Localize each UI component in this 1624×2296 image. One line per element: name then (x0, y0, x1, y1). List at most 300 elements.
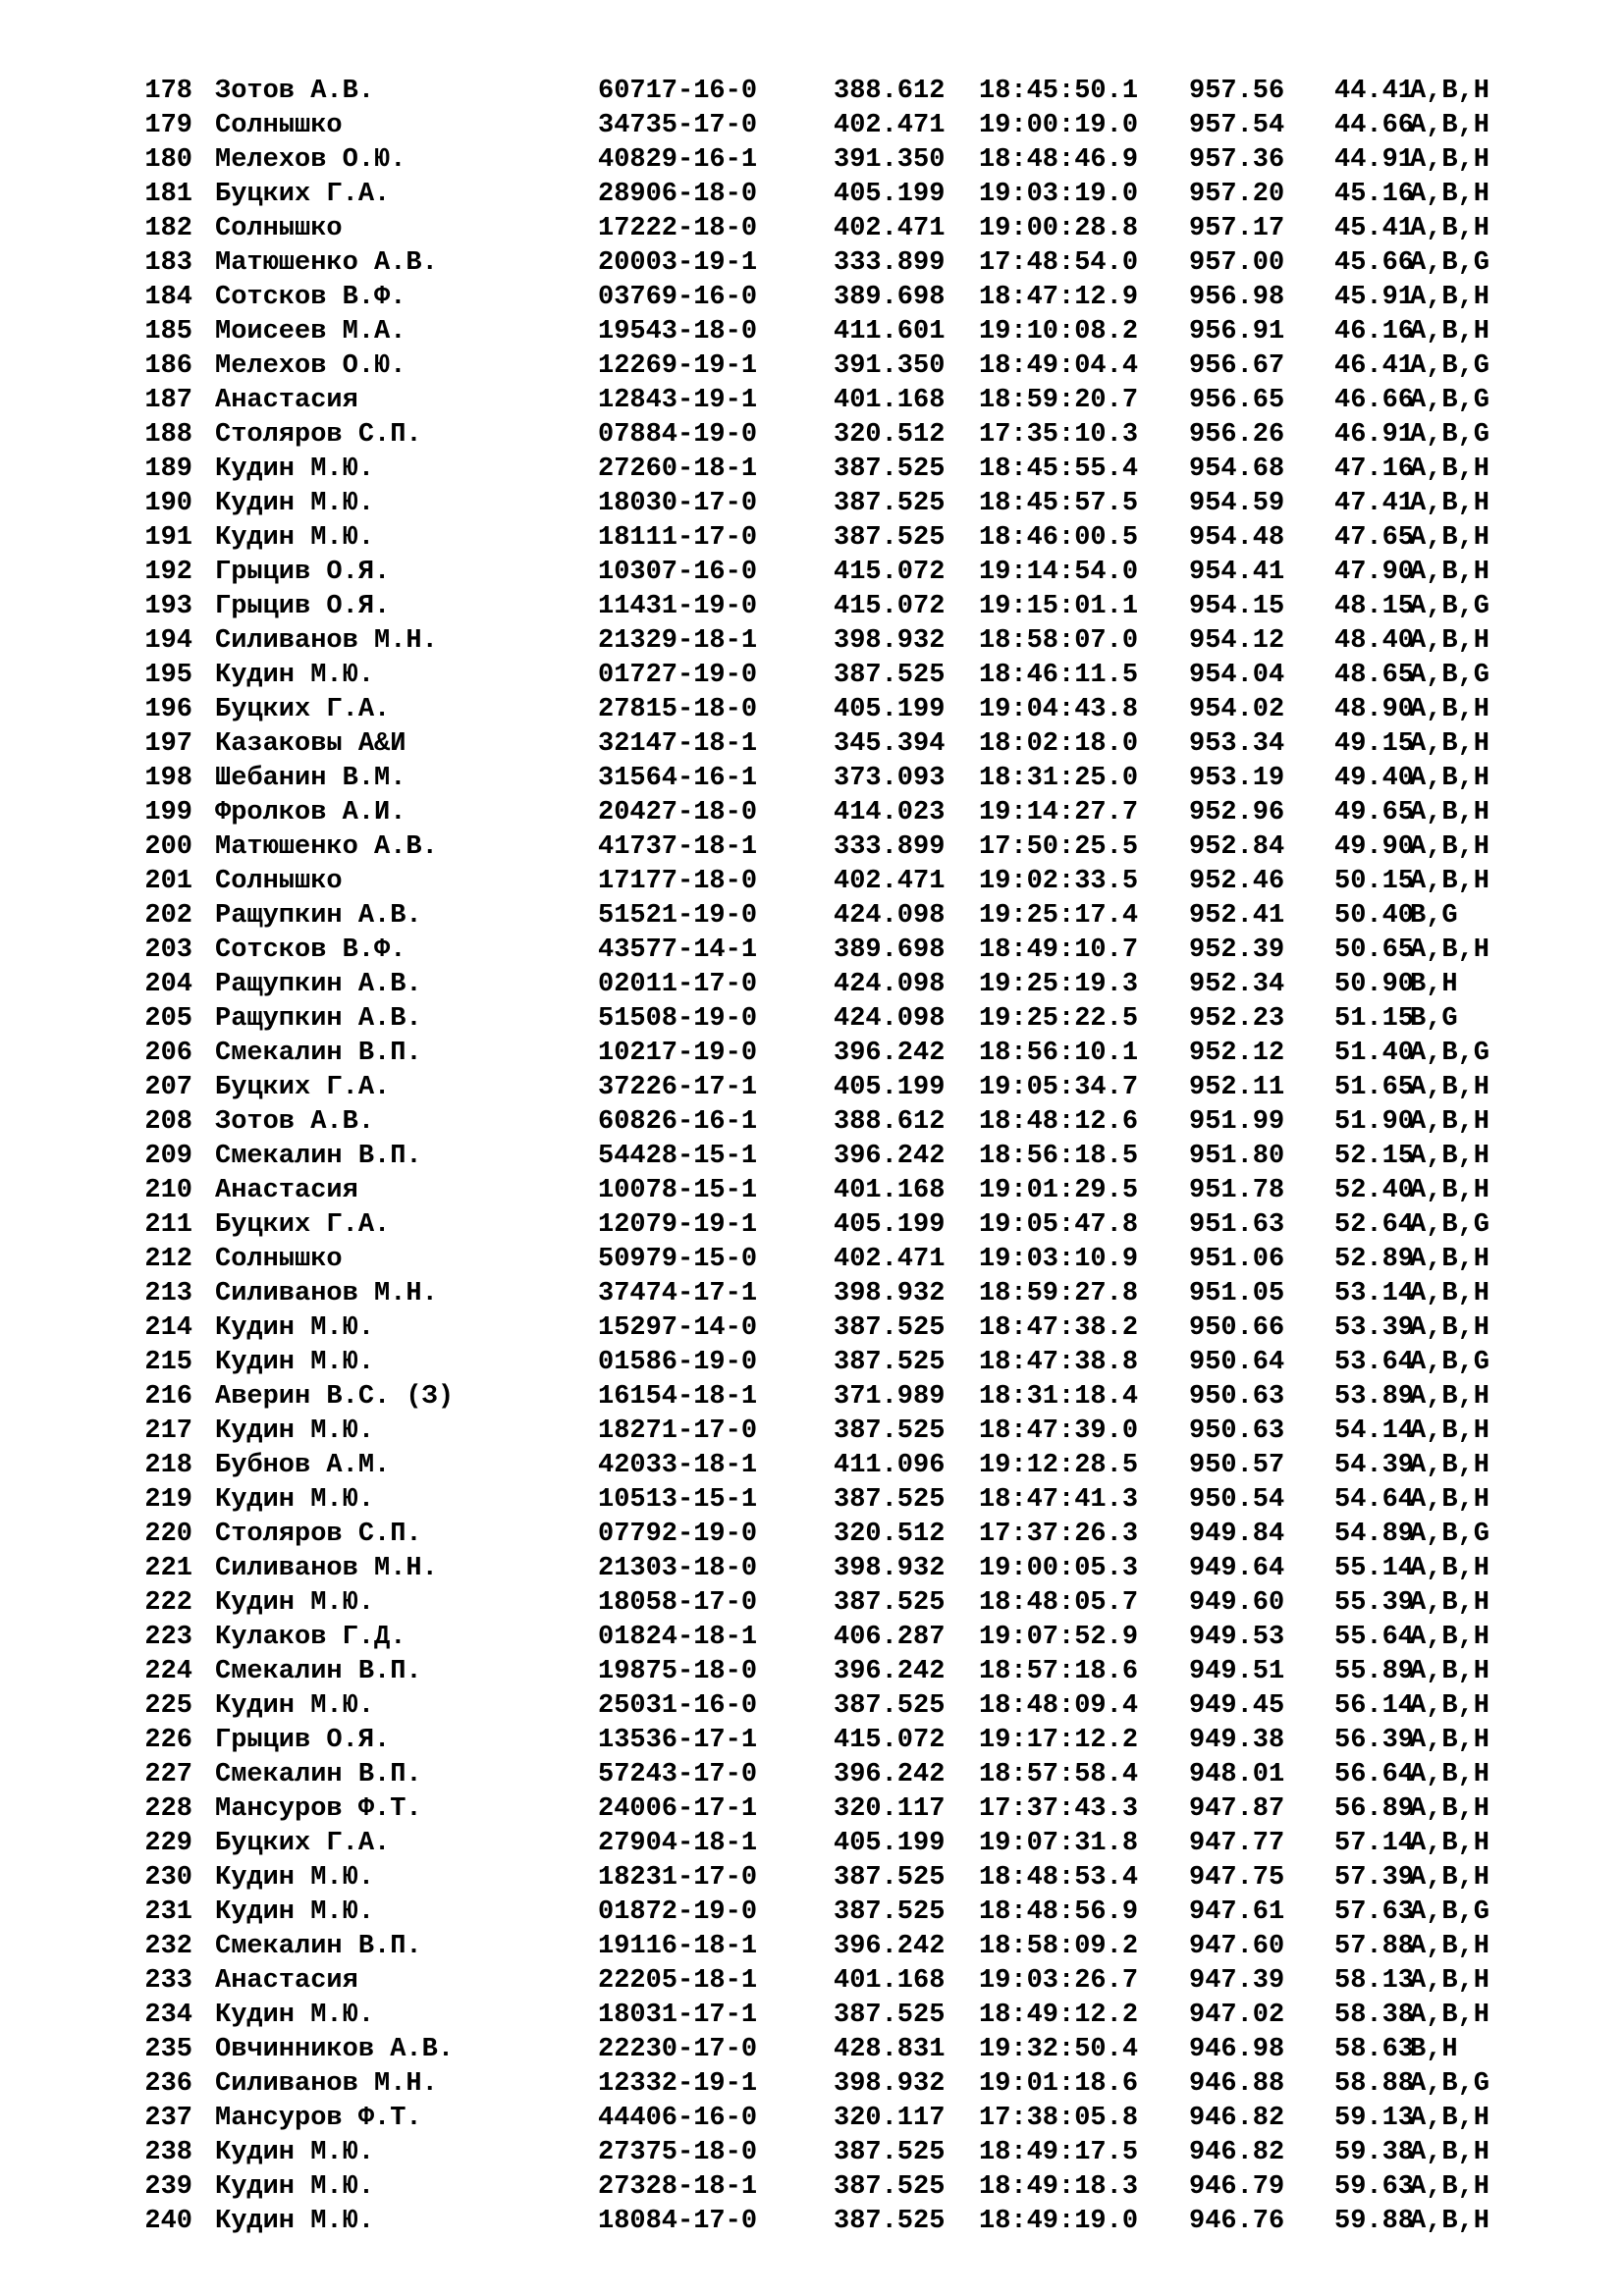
speed-value: 952.39 (1189, 935, 1285, 965)
distance-value: 398.932 (834, 1554, 946, 1583)
coefficient-value: 50.90 (1334, 970, 1415, 999)
place-number: 183 (144, 248, 192, 278)
coefficient-value: 53.14 (1334, 1279, 1415, 1308)
distance-value: 424.098 (834, 970, 946, 999)
distance-value: 398.932 (834, 626, 946, 656)
arrival-time: 19:03:10.9 (979, 1245, 1139, 1274)
coefficient-value: 48.90 (1334, 695, 1415, 724)
group-codes: A,B,H (1410, 2207, 1490, 2236)
distance-value: 387.525 (834, 489, 946, 518)
fancier-name: Солнышко (215, 111, 343, 140)
distance-value: 320.512 (834, 420, 946, 450)
place-number: 236 (144, 2069, 192, 2099)
fancier-name: Силиванов М.Н. (215, 1279, 438, 1308)
arrival-time: 19:03:19.0 (979, 180, 1139, 209)
fancier-name: Шебанин В.М. (215, 764, 406, 793)
place-number: 222 (144, 1588, 192, 1618)
fancier-name: Кулаков Г.Д. (215, 1623, 406, 1652)
distance-value: 402.471 (834, 1245, 946, 1274)
ring-number: 60717-16-0 (598, 77, 758, 106)
distance-value: 405.199 (834, 180, 946, 209)
group-codes: A,B,H (1410, 1863, 1490, 1893)
place-number: 239 (144, 2172, 192, 2202)
speed-value: 954.12 (1189, 626, 1285, 656)
speed-value: 947.02 (1189, 2001, 1285, 2030)
coefficient-value: 49.65 (1334, 798, 1415, 828)
ring-number: 54428-15-1 (598, 1142, 758, 1171)
coefficient-value: 46.16 (1334, 317, 1415, 347)
distance-value: 389.698 (834, 283, 946, 312)
speed-value: 956.98 (1189, 283, 1285, 312)
ring-number: 28906-18-0 (598, 180, 758, 209)
place-number: 221 (144, 1554, 192, 1583)
speed-value: 950.66 (1189, 1313, 1285, 1343)
speed-value: 946.98 (1189, 2035, 1285, 2064)
arrival-time: 19:10:08.2 (979, 317, 1139, 347)
group-codes: A,B,H (1410, 1554, 1490, 1583)
ring-number: 10217-19-0 (598, 1039, 758, 1068)
speed-value: 954.68 (1189, 454, 1285, 484)
distance-value: 373.093 (834, 764, 946, 793)
distance-value: 345.394 (834, 729, 946, 759)
fancier-name: Кудин М.Ю. (215, 2001, 375, 2030)
group-codes: A,B,H (1410, 1760, 1490, 1789)
ring-number: 07884-19-0 (598, 420, 758, 450)
place-number: 207 (144, 1073, 192, 1102)
arrival-time: 18:48:12.6 (979, 1107, 1139, 1137)
coefficient-value: 52.89 (1334, 1245, 1415, 1274)
coefficient-value: 58.13 (1334, 1966, 1415, 1996)
coefficient-value: 51.90 (1334, 1107, 1415, 1137)
arrival-time: 18:46:11.5 (979, 661, 1139, 690)
group-codes: A,B,H (1410, 2172, 1490, 2202)
speed-value: 951.99 (1189, 1107, 1285, 1137)
fancier-name: Кудин М.Ю. (215, 1863, 375, 1893)
coefficient-value: 47.90 (1334, 558, 1415, 587)
place-number: 235 (144, 2035, 192, 2064)
ring-number: 19543-18-0 (598, 317, 758, 347)
ring-number: 10307-16-0 (598, 558, 758, 587)
arrival-time: 19:14:54.0 (979, 558, 1139, 587)
place-number: 226 (144, 1726, 192, 1755)
ring-number: 10513-15-1 (598, 1485, 758, 1515)
place-number: 233 (144, 1966, 192, 1996)
place-number: 186 (144, 351, 192, 381)
speed-value: 946.82 (1189, 2104, 1285, 2133)
place-number: 185 (144, 317, 192, 347)
ring-number: 50979-15-0 (598, 1245, 758, 1274)
distance-value: 405.199 (834, 1073, 946, 1102)
place-number: 202 (144, 901, 192, 931)
coefficient-value: 56.14 (1334, 1691, 1415, 1721)
speed-value: 954.02 (1189, 695, 1285, 724)
fancier-name: Ращупкин А.В. (215, 970, 422, 999)
distance-value: 415.072 (834, 592, 946, 621)
arrival-time: 19:05:34.7 (979, 1073, 1139, 1102)
speed-value: 947.60 (1189, 1932, 1285, 1961)
distance-value: 398.932 (834, 2069, 946, 2099)
ring-number: 12332-19-1 (598, 2069, 758, 2099)
arrival-time: 18:48:46.9 (979, 145, 1139, 175)
fancier-name: Зотов А.В. (215, 1107, 375, 1137)
place-number: 197 (144, 729, 192, 759)
distance-value: 387.525 (834, 1485, 946, 1515)
place-number: 204 (144, 970, 192, 999)
coefficient-value: 56.39 (1334, 1726, 1415, 1755)
coefficient-value: 52.64 (1334, 1210, 1415, 1240)
speed-value: 956.65 (1189, 386, 1285, 415)
speed-value: 952.96 (1189, 798, 1285, 828)
coefficient-value: 48.65 (1334, 661, 1415, 690)
group-codes: A,B,H (1410, 626, 1490, 656)
group-codes: A,B,H (1410, 1382, 1490, 1412)
coefficient-value: 53.64 (1334, 1348, 1415, 1377)
distance-value: 320.117 (834, 1794, 946, 1824)
fancier-name: Кудин М.Ю. (215, 1348, 375, 1377)
place-number: 200 (144, 832, 192, 862)
arrival-time: 19:01:18.6 (979, 2069, 1139, 2099)
coefficient-value: 57.88 (1334, 1932, 1415, 1961)
ring-number: 44406-16-0 (598, 2104, 758, 2133)
speed-value: 946.79 (1189, 2172, 1285, 2202)
ring-number: 20427-18-0 (598, 798, 758, 828)
speed-value: 949.51 (1189, 1657, 1285, 1686)
group-codes: A,B,H (1410, 1726, 1490, 1755)
ring-number: 17222-18-0 (598, 214, 758, 243)
speed-value: 954.59 (1189, 489, 1285, 518)
group-codes: A,B,H (1410, 695, 1490, 724)
coefficient-value: 47.16 (1334, 454, 1415, 484)
place-number: 238 (144, 2138, 192, 2167)
coefficient-value: 59.38 (1334, 2138, 1415, 2167)
ring-number: 51508-19-0 (598, 1004, 758, 1034)
distance-value: 396.242 (834, 1932, 946, 1961)
arrival-time: 19:25:22.5 (979, 1004, 1139, 1034)
distance-value: 415.072 (834, 558, 946, 587)
arrival-time: 19:05:47.8 (979, 1210, 1139, 1240)
arrival-time: 19:12:28.5 (979, 1451, 1139, 1480)
speed-value: 949.38 (1189, 1726, 1285, 1755)
coefficient-value: 54.89 (1334, 1520, 1415, 1549)
coefficient-value: 45.66 (1334, 248, 1415, 278)
arrival-time: 17:35:10.3 (979, 420, 1139, 450)
fancier-name: Кудин М.Ю. (215, 454, 375, 484)
distance-value: 387.525 (834, 523, 946, 553)
ring-number: 07792-19-0 (598, 1520, 758, 1549)
arrival-time: 18:49:12.2 (979, 2001, 1139, 2030)
speed-value: 947.61 (1189, 1897, 1285, 1927)
ring-number: 41737-18-1 (598, 832, 758, 862)
coefficient-value: 53.39 (1334, 1313, 1415, 1343)
ring-number: 02011-17-0 (598, 970, 758, 999)
ring-number: 40829-16-1 (598, 145, 758, 175)
arrival-time: 17:37:43.3 (979, 1794, 1139, 1824)
place-number: 208 (144, 1107, 192, 1137)
place-number: 190 (144, 489, 192, 518)
group-codes: A,B,G (1410, 248, 1490, 278)
fancier-name: Матюшенко А.В. (215, 248, 438, 278)
speed-value: 949.45 (1189, 1691, 1285, 1721)
distance-value: 411.601 (834, 317, 946, 347)
group-codes: A,B,G (1410, 1039, 1490, 1068)
place-number: 193 (144, 592, 192, 621)
place-number: 218 (144, 1451, 192, 1480)
distance-value: 401.168 (834, 1966, 946, 1996)
speed-value: 954.41 (1189, 558, 1285, 587)
place-number: 194 (144, 626, 192, 656)
ring-number: 11431-19-0 (598, 592, 758, 621)
group-codes: A,B,H (1410, 832, 1490, 862)
speed-value: 950.63 (1189, 1382, 1285, 1412)
speed-value: 957.00 (1189, 248, 1285, 278)
arrival-time: 18:48:05.7 (979, 1588, 1139, 1618)
ring-number: 18111-17-0 (598, 523, 758, 553)
group-codes: A,B,H (1410, 77, 1490, 106)
arrival-time: 18:48:53.4 (979, 1863, 1139, 1893)
group-codes: A,B,H (1410, 1932, 1490, 1961)
distance-value: 414.023 (834, 798, 946, 828)
coefficient-value: 57.39 (1334, 1863, 1415, 1893)
ring-number: 18084-17-0 (598, 2207, 758, 2236)
group-codes: A,B,G (1410, 1520, 1490, 1549)
distance-value: 387.525 (834, 1897, 946, 1927)
ring-number: 18231-17-0 (598, 1863, 758, 1893)
ring-number: 27260-18-1 (598, 454, 758, 484)
arrival-time: 19:25:17.4 (979, 901, 1139, 931)
place-number: 227 (144, 1760, 192, 1789)
fancier-name: Мелехов О.Ю. (215, 351, 406, 381)
speed-value: 950.54 (1189, 1485, 1285, 1515)
distance-value: 396.242 (834, 1039, 946, 1068)
distance-value: 402.471 (834, 214, 946, 243)
arrival-time: 18:47:39.0 (979, 1416, 1139, 1446)
distance-value: 387.525 (834, 1313, 946, 1343)
place-number: 224 (144, 1657, 192, 1686)
fancier-name: Аверин В.С. (З) (215, 1382, 455, 1412)
group-codes: A,B,H (1410, 764, 1490, 793)
speed-value: 953.19 (1189, 764, 1285, 793)
fancier-name: Ращупкин А.В. (215, 901, 422, 931)
place-number: 232 (144, 1932, 192, 1961)
group-codes: A,B,H (1410, 1794, 1490, 1824)
coefficient-value: 44.91 (1334, 145, 1415, 175)
group-codes: A,B,H (1410, 317, 1490, 347)
fancier-name: Буцких Г.А. (215, 180, 391, 209)
fancier-name: Смекалин В.П. (215, 1142, 422, 1171)
ring-number: 27904-18-1 (598, 1829, 758, 1858)
place-number: 213 (144, 1279, 192, 1308)
coefficient-value: 46.41 (1334, 351, 1415, 381)
group-codes: A,B,H (1410, 111, 1490, 140)
coefficient-value: 59.88 (1334, 2207, 1415, 2236)
speed-value: 950.63 (1189, 1416, 1285, 1446)
coefficient-value: 57.14 (1334, 1829, 1415, 1858)
fancier-name: Солнышко (215, 1245, 343, 1274)
ring-number: 43577-14-1 (598, 935, 758, 965)
group-codes: B,H (1410, 2035, 1458, 2064)
arrival-time: 18:47:41.3 (979, 1485, 1139, 1515)
speed-value: 951.05 (1189, 1279, 1285, 1308)
place-number: 178 (144, 77, 192, 106)
coefficient-value: 50.15 (1334, 867, 1415, 896)
place-number: 209 (144, 1142, 192, 1171)
distance-value: 398.932 (834, 1279, 946, 1308)
distance-value: 396.242 (834, 1657, 946, 1686)
group-codes: A,B,H (1410, 2104, 1490, 2133)
group-codes: A,B,H (1410, 1485, 1490, 1515)
coefficient-value: 59.63 (1334, 2172, 1415, 2202)
coefficient-value: 55.64 (1334, 1623, 1415, 1652)
fancier-name: Кудин М.Ю. (215, 1897, 375, 1927)
arrival-time: 19:02:33.5 (979, 867, 1139, 896)
distance-value: 320.512 (834, 1520, 946, 1549)
group-codes: A,B,H (1410, 1279, 1490, 1308)
distance-value: 387.525 (834, 2138, 946, 2167)
distance-value: 387.525 (834, 661, 946, 690)
coefficient-value: 58.88 (1334, 2069, 1415, 2099)
arrival-time: 19:04:43.8 (979, 695, 1139, 724)
distance-value: 387.525 (834, 1416, 946, 1446)
arrival-time: 19:25:19.3 (979, 970, 1139, 999)
distance-value: 371.989 (834, 1382, 946, 1412)
fancier-name: Грыцив О.Я. (215, 592, 391, 621)
fancier-name: Грыцив О.Я. (215, 1726, 391, 1755)
fancier-name: Смекалин В.П. (215, 1932, 422, 1961)
ring-number: 37474-17-1 (598, 1279, 758, 1308)
place-number: 189 (144, 454, 192, 484)
fancier-name: Буцких Г.А. (215, 695, 391, 724)
group-codes: A,B,H (1410, 523, 1490, 553)
fancier-name: Зотов А.В. (215, 77, 375, 106)
group-codes: A,B,H (1410, 1966, 1490, 1996)
speed-value: 949.64 (1189, 1554, 1285, 1583)
arrival-time: 17:50:25.5 (979, 832, 1139, 862)
arrival-time: 18:45:55.4 (979, 454, 1139, 484)
place-number: 195 (144, 661, 192, 690)
ring-number: 42033-18-1 (598, 1451, 758, 1480)
speed-value: 952.11 (1189, 1073, 1285, 1102)
place-number: 201 (144, 867, 192, 896)
arrival-time: 18:47:38.8 (979, 1348, 1139, 1377)
place-number: 234 (144, 2001, 192, 2030)
group-codes: A,B,H (1410, 214, 1490, 243)
speed-value: 952.46 (1189, 867, 1285, 896)
fancier-name: Ращупкин А.В. (215, 1004, 422, 1034)
coefficient-value: 52.15 (1334, 1142, 1415, 1171)
fancier-name: Столяров С.П. (215, 420, 422, 450)
group-codes: A,B,G (1410, 1348, 1490, 1377)
distance-value: 402.471 (834, 111, 946, 140)
fancier-name: Моисеев М.А. (215, 317, 406, 347)
speed-value: 954.04 (1189, 661, 1285, 690)
arrival-time: 18:49:04.4 (979, 351, 1139, 381)
speed-value: 957.17 (1189, 214, 1285, 243)
arrival-time: 18:56:10.1 (979, 1039, 1139, 1068)
coefficient-value: 59.13 (1334, 2104, 1415, 2133)
speed-value: 948.01 (1189, 1760, 1285, 1789)
fancier-name: Сотсков В.Ф. (215, 283, 406, 312)
distance-value: 402.471 (834, 867, 946, 896)
speed-value: 957.20 (1189, 180, 1285, 209)
place-number: 181 (144, 180, 192, 209)
place-number: 225 (144, 1691, 192, 1721)
speed-value: 951.80 (1189, 1142, 1285, 1171)
place-number: 214 (144, 1313, 192, 1343)
distance-value: 405.199 (834, 695, 946, 724)
group-codes: A,B,G (1410, 351, 1490, 381)
distance-value: 391.350 (834, 145, 946, 175)
place-number: 203 (144, 935, 192, 965)
group-codes: A,B,H (1410, 729, 1490, 759)
group-codes: A,B,H (1410, 1313, 1490, 1343)
distance-value: 387.525 (834, 1691, 946, 1721)
coefficient-value: 51.15 (1334, 1004, 1415, 1034)
speed-value: 954.15 (1189, 592, 1285, 621)
coefficient-value: 46.91 (1334, 420, 1415, 450)
place-number: 231 (144, 1897, 192, 1927)
speed-value: 947.77 (1189, 1829, 1285, 1858)
ring-number: 21329-18-1 (598, 626, 758, 656)
fancier-name: Грыцив О.Я. (215, 558, 391, 587)
place-number: 216 (144, 1382, 192, 1412)
place-number: 187 (144, 386, 192, 415)
fancier-name: Кудин М.Ю. (215, 1485, 375, 1515)
ring-number: 60826-16-1 (598, 1107, 758, 1137)
group-codes: A,B,H (1410, 1657, 1490, 1686)
fancier-name: Кудин М.Ю. (215, 2138, 375, 2167)
distance-value: 396.242 (834, 1142, 946, 1171)
ring-number: 03769-16-0 (598, 283, 758, 312)
speed-value: 946.82 (1189, 2138, 1285, 2167)
speed-value: 952.41 (1189, 901, 1285, 931)
arrival-time: 18:48:56.9 (979, 1897, 1139, 1927)
group-codes: B,G (1410, 1004, 1458, 1034)
coefficient-value: 54.14 (1334, 1416, 1415, 1446)
arrival-time: 17:38:05.8 (979, 2104, 1139, 2133)
coefficient-value: 51.40 (1334, 1039, 1415, 1068)
coefficient-value: 48.40 (1334, 626, 1415, 656)
ring-number: 01727-19-0 (598, 661, 758, 690)
place-number: 240 (144, 2207, 192, 2236)
coefficient-value: 47.41 (1334, 489, 1415, 518)
coefficient-value: 49.40 (1334, 764, 1415, 793)
arrival-time: 19:07:31.8 (979, 1829, 1139, 1858)
arrival-time: 19:03:26.7 (979, 1966, 1139, 1996)
distance-value: 424.098 (834, 901, 946, 931)
arrival-time: 18:49:10.7 (979, 935, 1139, 965)
coefficient-value: 55.39 (1334, 1588, 1415, 1618)
distance-value: 387.525 (834, 1348, 946, 1377)
group-codes: B,H (1410, 970, 1458, 999)
coefficient-value: 53.89 (1334, 1382, 1415, 1412)
fancier-name: Мелехов О.Ю. (215, 145, 406, 175)
ring-number: 18271-17-0 (598, 1416, 758, 1446)
ring-number: 34735-17-0 (598, 111, 758, 140)
arrival-time: 18:48:09.4 (979, 1691, 1139, 1721)
group-codes: A,B,H (1410, 867, 1490, 896)
ring-number: 22230-17-0 (598, 2035, 758, 2064)
place-number: 188 (144, 420, 192, 450)
arrival-time: 17:48:54.0 (979, 248, 1139, 278)
coefficient-value: 45.41 (1334, 214, 1415, 243)
group-codes: A,B,G (1410, 386, 1490, 415)
ring-number: 10078-15-1 (598, 1176, 758, 1205)
coefficient-value: 58.63 (1334, 2035, 1415, 2064)
speed-value: 947.39 (1189, 1966, 1285, 1996)
fancier-name: Сотсков В.Ф. (215, 935, 406, 965)
speed-value: 951.63 (1189, 1210, 1285, 1240)
distance-value: 424.098 (834, 1004, 946, 1034)
